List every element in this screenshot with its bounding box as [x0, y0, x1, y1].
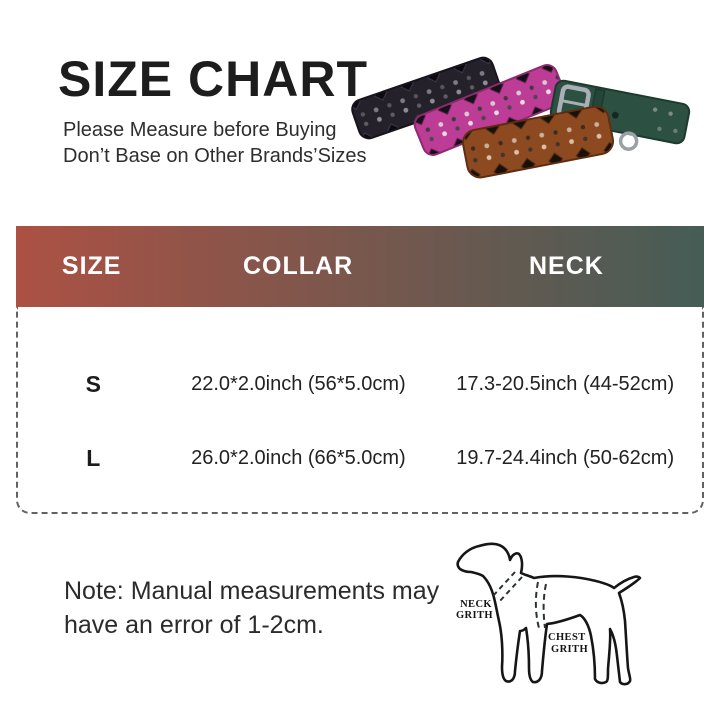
chest-girth-label-line-1: CHEST	[548, 632, 586, 643]
size-table-body	[16, 307, 704, 514]
note-text	[64, 574, 439, 642]
column-header-collar: COLLAR	[243, 252, 354, 280]
page-title: SIZE CHART	[58, 51, 368, 107]
column-header-size: SIZE	[61, 252, 122, 280]
chest-girth-label-line-2: GRITH	[551, 644, 589, 655]
collars-photo	[344, 42, 716, 192]
subtitle	[63, 117, 367, 169]
neck-girth-label-line-2: GRITH	[455, 610, 493, 621]
subtitle-line-2: Don’t Base on Other Brands’Sizes	[63, 145, 367, 167]
note-line-2: have an error of 1-2cm.	[64, 611, 324, 639]
row-s-size: S	[85, 370, 101, 397]
column-header-neck: NECK	[528, 252, 604, 280]
row-s-collar: 22.0*2.0inch (56*5.0cm)	[191, 372, 406, 395]
neck-girth-label-line-1: NECK	[460, 599, 492, 610]
row-s-neck: 17.3-20.5inch (44-52cm)	[456, 372, 675, 395]
note-line-1: Note: Manual measurements may	[64, 577, 440, 605]
row-l-size: L	[86, 445, 101, 472]
row-l-neck: 19.7-24.4inch (50-62cm)	[456, 447, 675, 470]
row-l-collar: 26.0*2.0inch (66*5.0cm)	[191, 447, 406, 470]
dog-measurement-diagram	[438, 518, 720, 718]
size-table-header	[16, 226, 704, 307]
subtitle-line-1: Please Measure before Buying	[63, 119, 337, 141]
